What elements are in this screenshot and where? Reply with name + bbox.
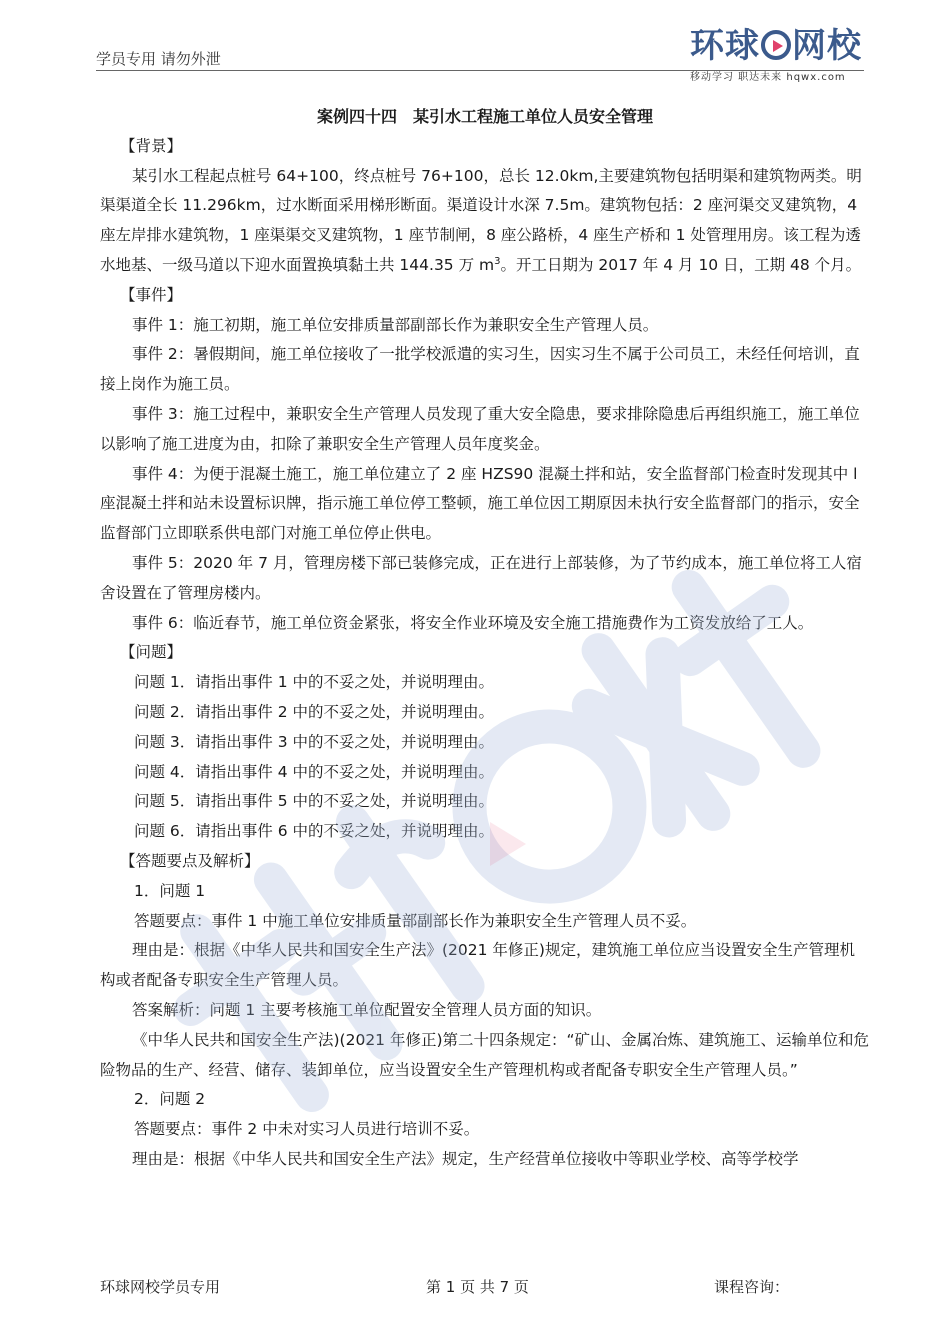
answer-1-title: 1．问题 1 <box>134 881 206 900</box>
header-divider <box>96 70 864 71</box>
document-body <box>100 102 870 1175</box>
question-item: 问题 1．请指出事件 1 中的不妥之处，并说明理由。 <box>134 673 495 692</box>
events-heading: 【事件】 <box>120 285 183 304</box>
event-item: 事件 5：2020 年 7 月，管理房楼下部已装修完成，正在进行上部装修，为了节约成本，施工单位将工人宿舍设置在了管理房楼内。 <box>100 553 862 602</box>
background-paragraph <box>100 162 870 281</box>
event-item: 事件 4：为便于混凝土施工，施工单位建立了 2 座 HZS90 混凝土拌和站，安全监督部门检查时发现其中 l 座混凝土拌和站未设置标识牌，指示施工单位停工整顿，施工单位因工期原因未执行安全监督部门的指示，安全监督部门立即联系供电部门对施工单位停止供电。 <box>100 464 860 543</box>
footer-left: 环球网校学员专用 <box>100 1278 221 1296</box>
event-item: 事件 1：施工初期，施工单位安排质量部副部长作为兼职安全生产管理人员。 <box>132 315 659 334</box>
event-item: 事件 2：暑假期间，施工单位接收了一批学校派遣的实习生，因实习生不属于公司员工，未经任何培训，直接上岗作为施工员。 <box>100 345 860 394</box>
question-item: 问题 4．请指出事件 4 中的不妥之处，并说明理由。 <box>134 762 495 781</box>
answer-1-point: 答题要点：事件 1 中施工单位安排质量部副部长作为兼职安全生产管理人员不妥。 <box>134 911 697 930</box>
event-item: 事件 6：临近春节，施工单位资金紧张，将安全作业环境及安全施工措施费作为工资发放给了工人。 <box>132 613 814 632</box>
page-number: 第 1 页 共 7 页 <box>426 1278 529 1296</box>
question-item: 问题 6．请指出事件 6 中的不妥之处，并说明理由。 <box>134 822 495 841</box>
footer-consult: 课程咨询： <box>714 1278 790 1296</box>
answer-1-reason: 理由是：根据《中华人民共和国安全生产法》(2021 年修正)规定，建筑施工单位应当设置安全生产管理机构或者配备专职安全生产管理人员。 <box>100 941 855 990</box>
question-item: 问题 3．请指出事件 3 中的不妥之处，并说明理由。 <box>134 732 495 751</box>
play-circle-icon <box>761 30 791 60</box>
question-item: 问题 5．请指出事件 5 中的不妥之处，并说明理由。 <box>134 792 495 811</box>
answer-1-quote: 《中华人民共和国安全生产法)(2021 年修正)第二十四条规定：“矿山、金属冶炼、建筑施工、运输单位和危险物品的生产、经营、储存、装卸单位，应当设置安全生产管理机构或者配备专职安全生产管理人员。” <box>100 1030 870 1079</box>
confidential-notice: 学员专用 请勿外泄 <box>96 50 221 68</box>
answer-2-reason: 理由是：根据《中华人民共和国安全生产法》规定，生产经营单位接收中等职业学校、高等学校学 <box>132 1149 799 1168</box>
event-item: 事件 3：施工过程中，兼职安全生产管理人员发现了重大安全隐患，要求排除隐患后再组织施工，施工单位以影响了施工进度为由，扣除了兼职安全生产管理人员年度奖金。 <box>100 404 860 453</box>
answer-2-title: 2．问题 2 <box>134 1090 206 1109</box>
hqwx-logo <box>690 28 870 92</box>
questions-heading: 【问题】 <box>120 643 183 662</box>
background-text-a: 某引水工程起点桩号 64+100，终点桩号 76+100，总长 12.0km,主要建筑物包括明渠和建筑物两类。明渠渠道全长 11.296km，过水断面采用梯形断面。渠道设计水深 7.5m。建筑物包括：2 座河渠交叉建筑物，4 座左岸排水建筑物，1 座渠渠交叉建筑物，1 座节制闸，8 座公路桥，4 座生产桥和 1 处管理用房。该工程为透水地基、一级马道以下迎水面置换填黏土共 144.35 万 m <box>100 166 862 274</box>
answer-1-analysis: 答案解析：问题 1 主要考核施工单位配置安全管理人员方面的知识。 <box>132 1000 602 1019</box>
logo-slogan: 移动学习 职达未来 hqwx.com <box>690 72 846 83</box>
answers-heading: 【答题要点及解析】 <box>120 851 260 870</box>
case-title: 案例四十四 某引水工程施工单位人员安全管理 <box>316 107 653 126</box>
background-text-b: 。开工日期为 2017 年 4 月 10 日，工期 48 个月。 <box>500 255 862 274</box>
question-item: 问题 2．请指出事件 2 中的不妥之处，并说明理由。 <box>134 702 495 721</box>
answer-2-point: 答题要点：事件 2 中未对实习人员进行培训不妥。 <box>134 1120 480 1139</box>
logo-part-1: 环球 <box>690 26 760 66</box>
superscript-3: 3 <box>494 255 501 267</box>
logo-wordmark <box>690 28 870 64</box>
background-heading: 【背景】 <box>120 136 183 155</box>
logo-part-2: 网校 <box>792 26 862 66</box>
